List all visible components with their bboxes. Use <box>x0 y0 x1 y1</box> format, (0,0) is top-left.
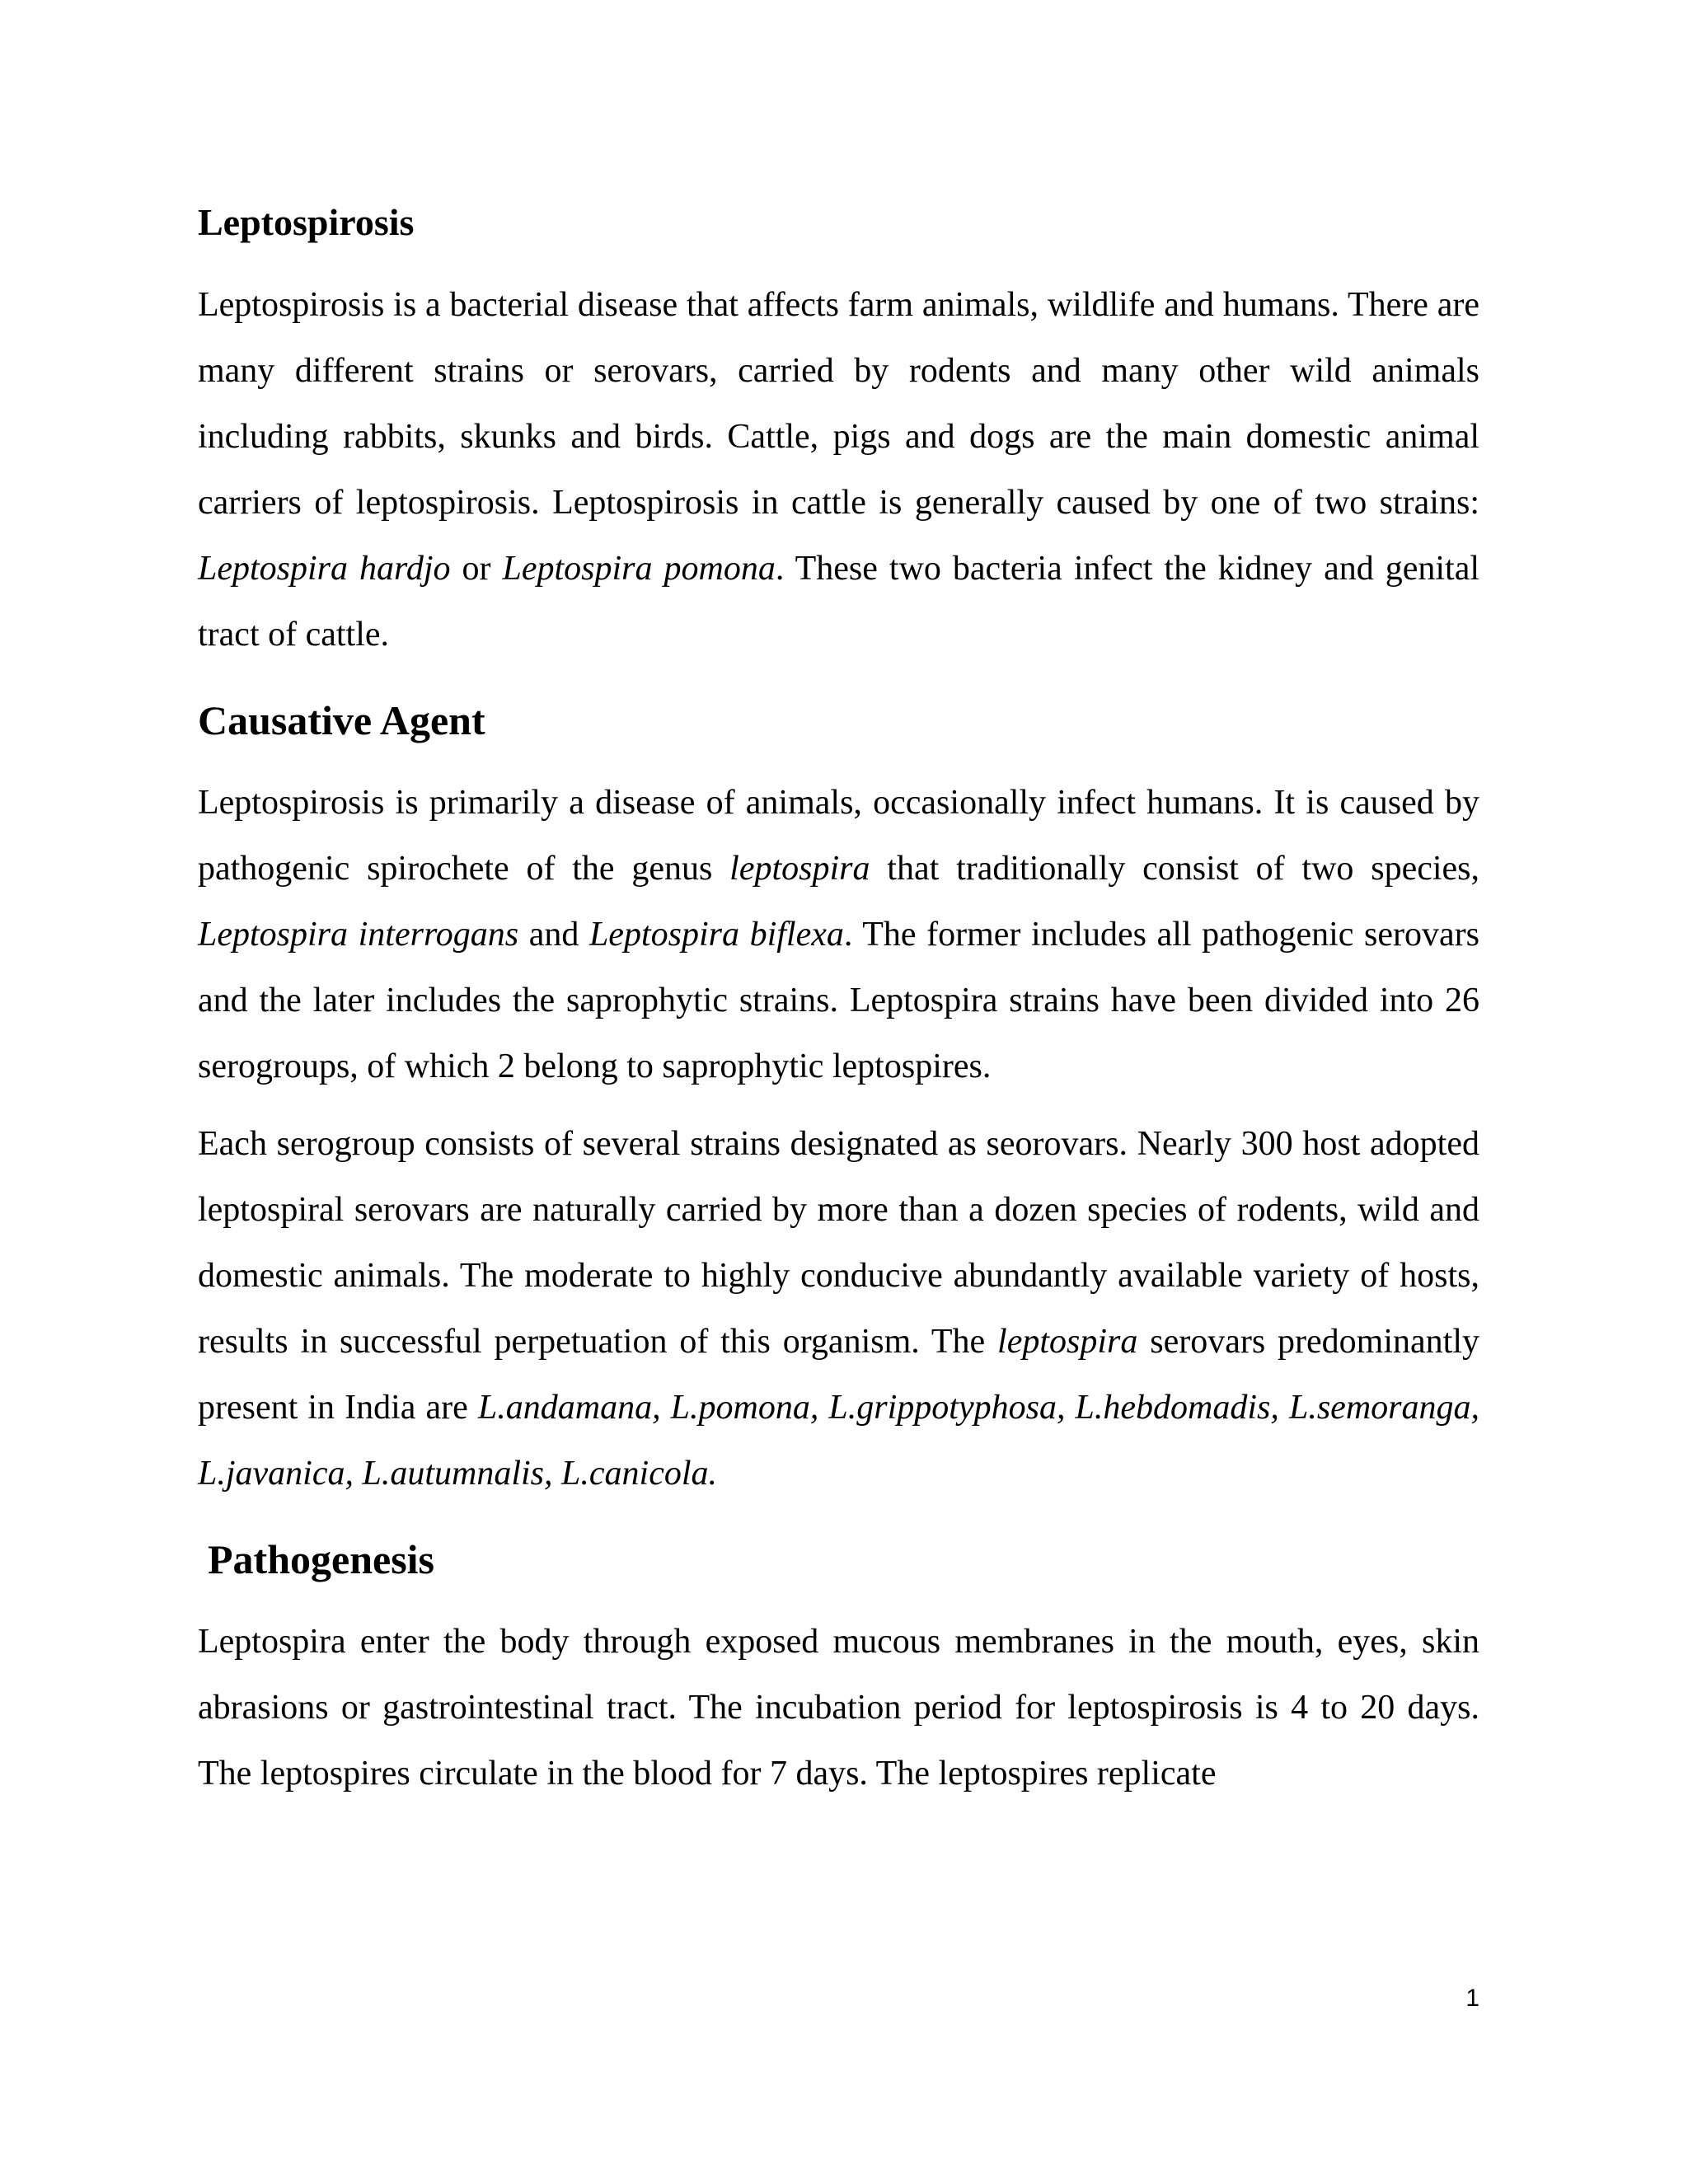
text-run: that traditionally consist of two species, <box>870 850 1480 888</box>
paragraph-leptospirosis-intro <box>198 272 1479 668</box>
paragraph-causative-agent-2 <box>198 1111 1479 1507</box>
heading-leptospirosis: Leptospirosis <box>198 201 415 243</box>
species-name: Leptospira interrogans <box>198 916 519 954</box>
page-number: 1 <box>1465 1985 1479 2012</box>
document-body <box>198 190 1479 1807</box>
paragraph-pathogenesis: Leptospira enter the body through exposed mucous membranes in the mouth, eyes, skin abrasions or gastrointestinal tract. The incubation period for leptospirosis is 4 to 20 days. The leptospires circulate in the blood for 7 days. The leptospires replicate <box>198 1623 1479 1793</box>
text-run: serovars predominantly present in India are <box>198 1323 1479 1427</box>
species-name: Leptospira biflexa <box>588 916 844 954</box>
text-run: Leptospirosis is primarily a disease of animals, occasionally infect humans. It is caused by pathogenic spirochete of the genus <box>198 784 1479 888</box>
text-run: Each serogroup consists of several strains designated as seorovars. Nearly 300 host adopted leptospiral serovars are naturally carried by more than a dozen species of rodents, wild and domestic animals. The moderate to highly conducive abundantly available variety of hosts, results in successful perpetuation of this organism. The <box>198 1125 1479 1361</box>
paragraph-causative-agent-1 <box>198 770 1479 1099</box>
genus-name: leptospira <box>997 1323 1138 1361</box>
text-run: and <box>518 916 589 954</box>
genus-name: leptospira <box>729 850 870 888</box>
heading-causative-agent: Causative Agent <box>198 697 485 743</box>
species-name: Leptospira pomona <box>502 550 776 588</box>
text-run: or <box>450 550 503 588</box>
text-run: Leptospirosis is a bacterial disease that affects farm animals, wildlife and humans. There are many different strains or serovars, carried by rodents and many other wild animals including rabbits, skunks and birds. Cattle, pigs and dogs are the main domestic animal carriers of leptospirosis. Leptospirosis in cattle is generally caused by one of two strains: <box>198 286 1479 522</box>
serovar-list: L.andamana, L.pomona, L.grippotyphosa, L.hebdomadis, L.semoranga, L.javanica, L.autumnalis, L.canicola. <box>198 1389 1479 1493</box>
heading-pathogenesis: Pathogenesis <box>208 1536 434 1582</box>
text-run: . The former includes all pathogenic serovars and the later includes the saprophytic strains. Leptospira strains have been divided into 26 serogroups, of which 2 belong to saprophytic leptospires. <box>198 916 1479 1085</box>
text-run: . These two bacteria infect the kidney and genital tract of cattle. <box>198 550 1480 654</box>
species-name: Leptospira hardjo <box>198 550 451 588</box>
